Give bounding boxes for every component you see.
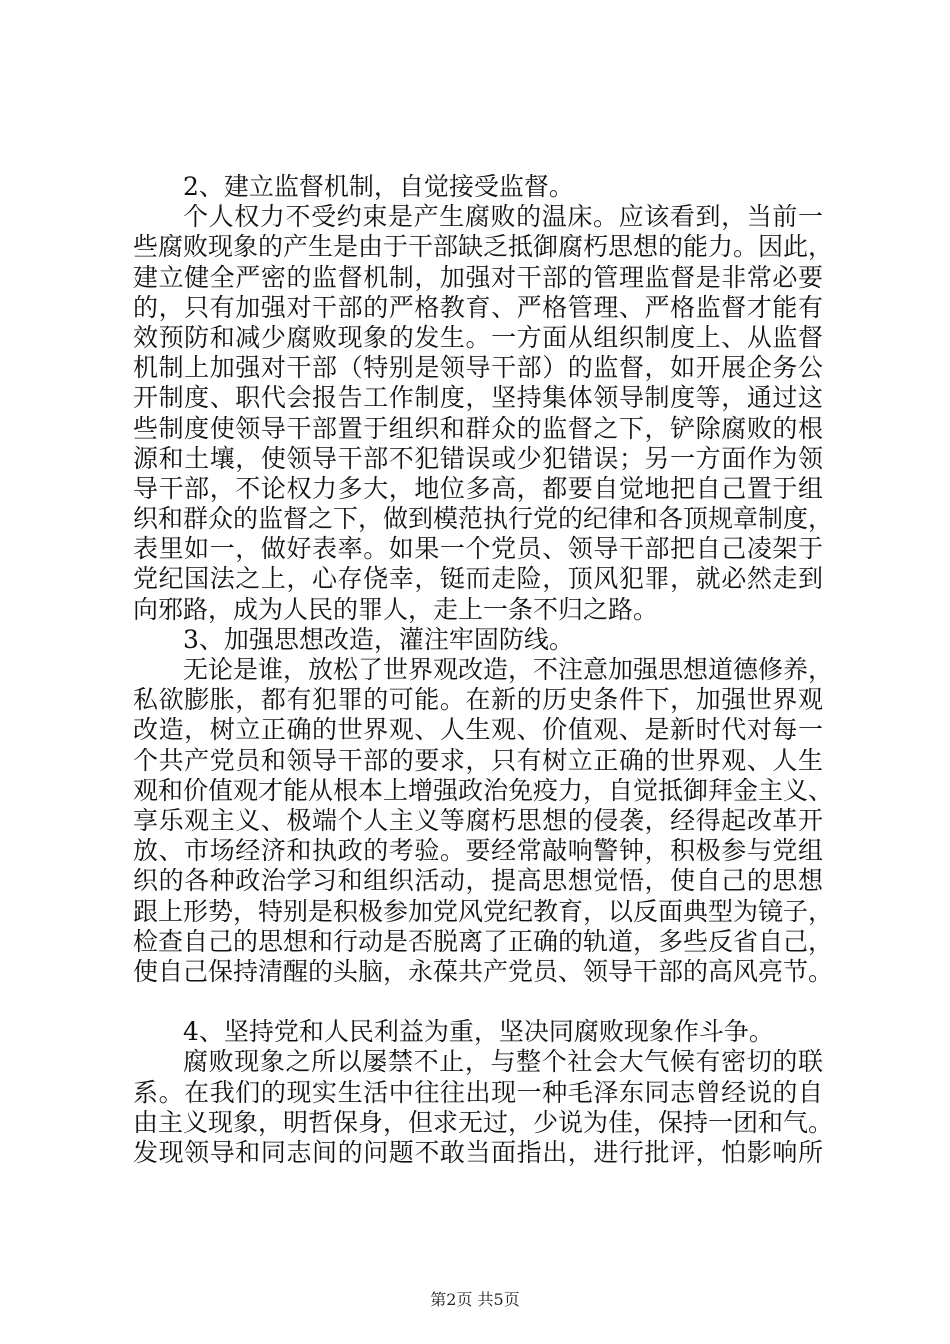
paragraph-line: 腐败现象之所以屡禁不止，与整个社会大气候有密切的联 xyxy=(183,1047,823,1077)
paragraph-line: 由主义现象，明哲保身，但求无过，少说为佳，保持一团和气。 xyxy=(133,1107,834,1137)
paragraph-line: 观和价值观才能从根本上增强政治免疫力，自觉抵御拜金主义、 xyxy=(133,775,834,805)
paragraph-line: 效预防和减少腐败现象的发生。一方面从组织制度上、从监督 xyxy=(133,322,823,352)
document-body xyxy=(133,172,834,1168)
paragraph-line: 发现领导和同志间的问题不敢当面指出，进行批评，怕影响所 xyxy=(133,1138,823,1167)
paragraph-line: 导干部，不论权力多大，地位多高，都要自觉地把自己置于组 xyxy=(133,473,823,503)
paragraph-line: 改造，树立正确的世界观、人生观、价值观、是新时代对每一 xyxy=(133,715,823,745)
paragraph-line: 个共产党员和领导干部的要求，只有树立正确的世界观、人生 xyxy=(133,745,823,775)
paragraph-line: 织的各种政治学习和组织活动，提高思想觉悟，使自己的思想 xyxy=(133,866,823,896)
paragraph-line: 无论是谁，放松了世界观改造，不注意加强思想道德修养， xyxy=(183,655,834,684)
paragraph-line: 系。在我们的现实生活中往往出现一种毛泽东同志曾经说的自 xyxy=(133,1077,823,1107)
paragraph-line: 跟上形势，特别是积极参加党风党纪教育，以反面典型为镜子， xyxy=(133,896,834,926)
paragraph-line: 机制上加强对干部（特别是领导干部）的监督，如开展企务公 xyxy=(133,353,823,383)
section-heading-4: 4、坚持党和人民利益为重，坚决同腐败现象作斗争。 xyxy=(183,1017,774,1047)
paragraph-line: 开制度、职代会报告工作制度，坚持集体领导制度等，通过这 xyxy=(133,383,823,413)
paragraph-line: 私欲膨胀，都有犯罪的可能。在新的历史条件下，加强世界观 xyxy=(133,685,823,715)
paragraph-line: 表里如一，做好表率。如果一个党员、领导干部把自己凌架于 xyxy=(133,534,823,564)
page-number-footer: 第2页 共5页 xyxy=(430,1290,520,1309)
paragraph-line: 建立健全严密的监督机制，加强对干部的管理监督是非常必要 xyxy=(133,262,823,292)
paragraph-spacer xyxy=(133,987,823,1017)
paragraph-line: 织和群众的监督之下，做到模范执行党的纪律和各顶规章制度， xyxy=(133,504,834,534)
paragraph-line: 些腐败现象的产生是由于干部缺乏抵御腐朽思想的能力。因此， xyxy=(133,232,834,262)
paragraph-line: 检查自己的思想和行动是否脱离了正确的轨道，多些反省自己， xyxy=(133,926,834,956)
paragraph-line: 党纪国法之上，心存侥幸，铤而走险，顶风犯罪，就必然走到 xyxy=(133,564,823,594)
paragraph-line: 享乐观主义、极端个人主义等腐朽思想的侵袭，经得起改革开 xyxy=(133,805,823,835)
paragraph-line: 个人权力不受约束是产生腐败的温床。应该看到，当前一 xyxy=(183,202,823,232)
section-heading-2: 2、建立监督机制，自觉接受监督。 xyxy=(183,172,574,201)
paragraph-line: 源和土壤，使领导干部不犯错误或少犯错误；另一方面作为领 xyxy=(133,443,823,473)
paragraph-line: 的，只有加强对干部的严格教育、严格管理、严格监督才能有 xyxy=(133,292,823,322)
paragraph-line: 向邪路，成为人民的罪人，走上一条不归之路。 xyxy=(133,594,659,624)
paragraph-line: 放、市场经济和执政的考验。要经常敲响警钟，积极参与党组 xyxy=(133,836,823,866)
paragraph-line: 使自己保持清醒的头脑，永葆共产党员、领导干部的高风亮节。 xyxy=(133,956,834,986)
section-heading-3: 3、加强思想改造，灌注牢固防线。 xyxy=(183,624,574,654)
paragraph-line: 些制度使领导干部置于组织和群众的监督之下，铲除腐败的根 xyxy=(133,413,823,443)
